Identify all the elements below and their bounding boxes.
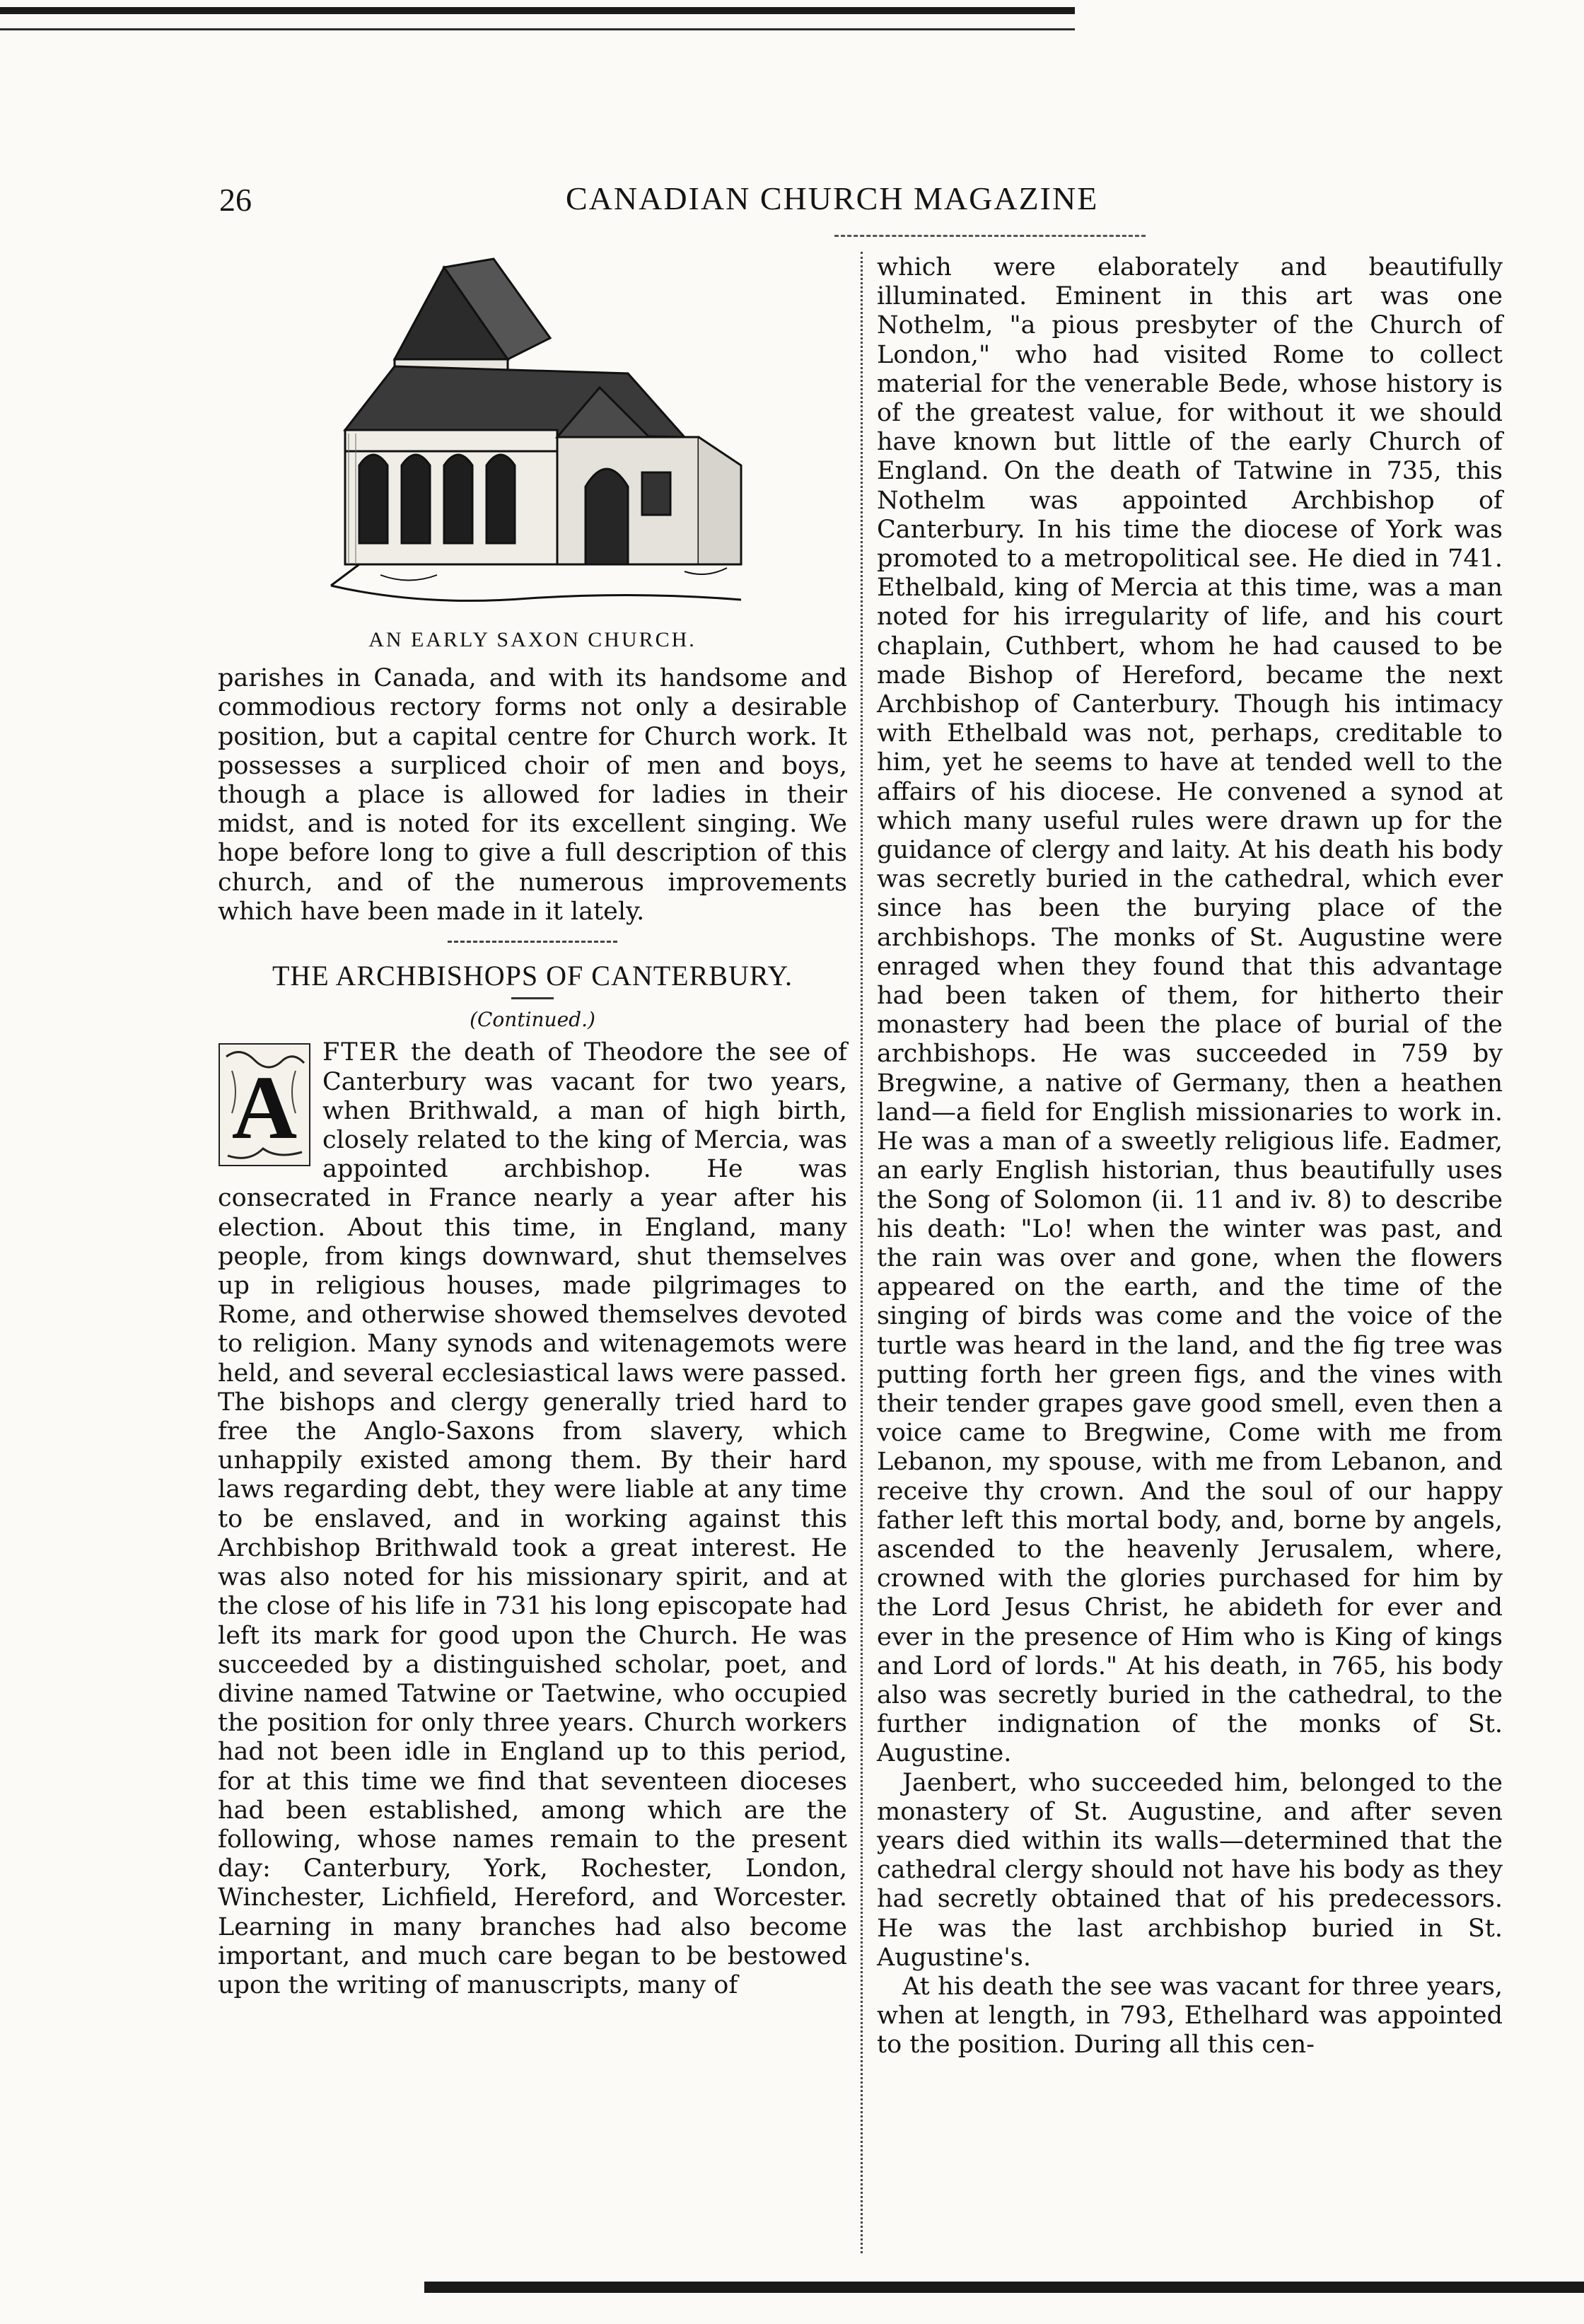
header-rule [834,235,1146,237]
right-paragraph-3: At his death the see was vacant for three years, when at length, in 793, Ethelhard was appointed to the position. During all this cen- [877,1972,1503,2059]
illustration-caption: AN EARLY SAXON CHURCH. [368,628,697,651]
article-opening-paragraph [218,1038,847,2000]
page-number: 26 [219,182,252,218]
church-paragraph: parishes in Canada, and with its handsome and commodious rectory forms not only a desirable position, but a capital centre for Church work. It possesses a surpliced choir of men and boys, though a place is allowed for ladies in their midst, and is noted for its excellent singing. We hope before long to give a full description of this church, and of the numerous improvements which have been made in it lately. [218,664,847,926]
right-column [877,253,1503,2060]
ornamental-drop-cap [218,1042,311,1167]
top-border-rule [0,7,1075,14]
continued-note: (Continued.) [470,1008,595,1032]
bottom-border-rule [424,2282,1584,2293]
title-rule [511,997,554,999]
right-paragraph-2: Jaenbert, who succeeded him, belonged to the monastery of St. Augustine, and after seven years died within its walls—determined that the cathedral clergy should not have his body as they had secretly obtained that of his predecessors. He was the last archbishop buried in St. Augustine's. [877,1768,1503,1972]
running-title: CANADIAN CHURCH MAGAZINE [566,180,1099,216]
lead-word: FTER [322,1038,399,1067]
column-divider [861,252,863,2253]
drop-cap-letter: A [231,1057,298,1158]
left-column [218,253,847,2000]
article-text: the death of Theodore the see of Canterbury was vacant for two years, when Brithwald, a man of high birth, closely related to the king of Mercia, was appointed archbishop. He was consecrated in France nearly a year after his election. About this time, in England, many people, from kings downward, shut themselves up in religious houses, made pilgrimages to Rome, and otherwise showed themselves devoted to religion. Many synods and witenagemots were held, and several ecclesiastical laws were passed. The bishops and clergy generally tried hard to free the Anglo-Saxons from slavery, which unhappily existed among them. By their hard laws regarding debt, they were liable at any time to be enslaved, and in working against this Archbishop Brithwald took a great interest. He was also noted for his missionary spirit, and at the close of his life in 731 his long episcopate had left its mark for good upon the Church. He was succeeded by a distinguished scholar, poet, and divine named Tatwine or Taetwine, who occupied the position for only three years. Church workers had not been idle in England up to this period, for at this time we find that seventeen dioceses had been established, among which are the following, whose names remain to the present day: Canterbury, York, Rochester, London, Winchester, Lichfield, Hereford, and Worcester. Learning in many branches had also become important, and much care began to be bestowed upon the writing of manuscripts, many of [218,1038,847,1999]
top-border-rule-thin [0,28,1075,30]
article-title: THE ARCHBISHOPS OF CANTERBURY. [272,960,793,992]
section-divider [448,941,617,943]
saxon-church-engraving [317,253,755,621]
right-paragraph-1: which were elaborately and beautifully illuminated. Eminent in this art was one Nothelm, "a pious presbyter of the Church of London," who had visited Rome to collect material for the venerable Bede, whose history is of the greatest value, for without it we should have known but little of the early Church of England. On the death of Tatwine in 735, this Nothelm was appointed Archbishop of Canterbury. In his time the diocese of York was promoted to a metropolitical see. He died in 741. Ethelbald, king of Mercia at this time, was a man noted for his irregularity of life, and his court chaplain, Cuthbert, whom he had caused to be made Bishop of Hereford, became the next Archbishop of Canterbury. Though his intimacy with Ethelbald was not, perhaps, creditable to him, yet he seems to have at tended well to the affairs of his diocese. He convened a synod at which many useful rules were drawn up for the guidance of clergy and laity. At his death his body was secretly buried in the cathedral, which ever since has been the burying place of the archbishops. The monks of St. Augustine were enraged when they found that this advantage had been taken of them, for hitherto their monastery had been the place of burial of the archbishops. He was succeeded in 759 by Bregwine, a native of Germany, then a heathen land—a field for English missionaries to work in. He was a man of a sweetly religious life. Eadmer, an early English historian, thus beautifully uses the Song of Solomon (ii. 11 and iv. 8) to describe his death: "Lo! when the winter was past, and the rain was over and gone, when the flowers appeared on the earth, and the time of the singing of birds was come and the voice of the turtle was heard in the land, and the fig tree was putting forth her green figs, and the vines with their tender grapes gave good smell, even then a voice came to Bregwine, Come with me from Lebanon, my spouse, with me from Lebanon, and receive thy crown. And the soul of our happy father left this mortal body, and, borne by angels, ascended to the heavenly Jerusalem, where, crowned with the glories purchased for him by the Lord Jesus Christ, he abideth for ever and ever in the presence of Him who is King of kings and Lord of lords." At his death, in 765, his body also was secretly buried in the cathedral, to the further indignation of the monks of St. Augustine. [877,253,1503,1768]
